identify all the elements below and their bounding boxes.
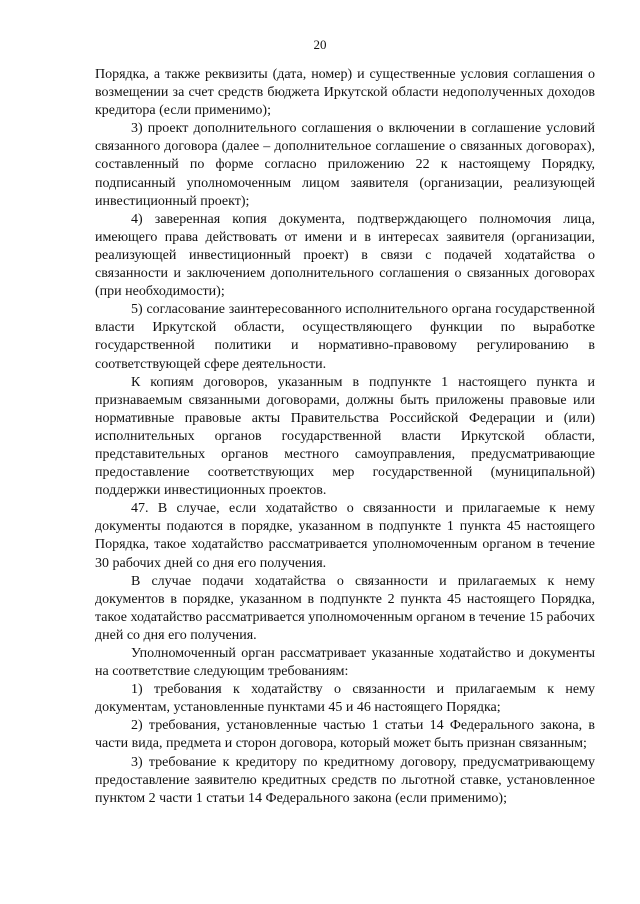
paragraph-item-3: 3) проект дополнительного соглашения о включении в соглашение условий связанного договора (далее – дополнительное соглашение о связанных договорах), составленный по форме согласно приложению 22 к настоящему Порядку, подписанный уполномоченным лицом заявителя (организации, реализующей инвестиционный проект); [95, 121, 595, 209]
paragraph-continuation: Порядка, а также реквизиты (дата, номер) и существенные условия соглашения о возмещении за счет средств бюджета Иркутской области недополученных доходов кредитора (если применимо); [95, 67, 595, 119]
paragraph-clause-47: 47. В случае, если ходатайство о связанности и прилагаемые к нему документы подаются в порядке, указанном в подпункте 1 пункта 45 настоящего Порядка, такое ходатайство рассматривается уполномоченным органом в течение 30 рабочих дней со дня его получения. [95, 501, 595, 571]
paragraph-requirement-3: 3) требование к кредитору по кредитному договору, предусматривающему предоставление заявителю кредитных средств по льготной ставке, установленное пунктом 2 части 1 статьи 14 Федерального закона (если применимо); [95, 754, 595, 806]
paragraph-item-4: 4) заверенная копия документа, подтверждающего полномочия лица, имеющего права действовать от имени и в интересах заявителя (организации, реализующей инвестиционный проект) в связи с подачей ходатайства о связанности и заключением дополнительного соглашения о связанных договорах (при необходимости); [95, 211, 595, 300]
paragraph-item-5: 5) согласование заинтересованного исполнительного органа государственной власти Иркутской области, осуществляющего функции по выработке государственной политики и нормативно-правовому регулированию в соответствующей сфере деятельности. [95, 302, 595, 372]
paragraph-requirements-intro: Уполномоченный орган рассматривает указанные ходатайство и документы на соответствие следующим требованиям: [95, 646, 595, 680]
paragraph-requirement-1: 1) требования к ходатайству о связанности и прилагаемым к нему документам, установленные пунктами 45 и 46 настоящего Порядка; [95, 682, 595, 716]
paragraph-contract-copies: К копиям договоров, указанным в подпункте 1 настоящего пункта и признаваемым связанными договорами, должны быть приложены правовые или нормативные правовые акты Правительства Российской Федерации и (или) исполнительных органов государственной власти Иркутской области, представительных органов местного самоуправления, предусматривающие предоставление соответствующих мер государственной (муниципальной) поддержки инвестиционных проектов. [95, 374, 595, 499]
page-number: 20 [313, 37, 327, 52]
document-body [95, 66, 595, 808]
paragraph-requirement-2: 2) требования, установленные частью 1 статьи 14 Федерального закона, в части вида, предмета и сторон договора, который может быть признан связанным; [95, 718, 595, 752]
paragraph-subpoint-2-case: В случае подачи ходатайства о связанности и прилагаемых к нему документов в порядке, указанном в подпункте 2 пункта 45 настоящего Порядка, такое ходатайство рассматривается уполномоченным органом в течение 15 рабочих дней со дня его получения. [95, 573, 595, 643]
